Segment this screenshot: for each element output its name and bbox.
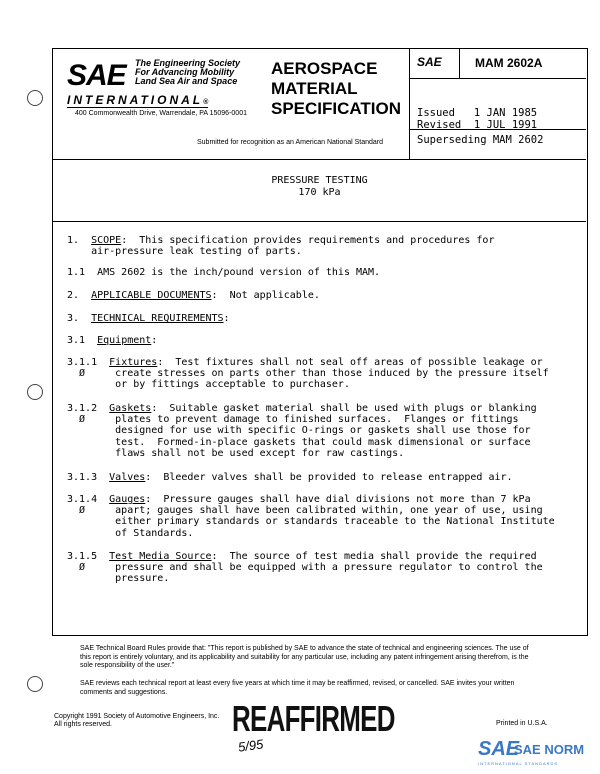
section-2: 2. APPLICABLE DOCUMENTS: Not applicable.: [67, 290, 320, 301]
spec-subtitle: 170 kPa: [298, 187, 341, 198]
punch-hole-middle: [27, 384, 43, 400]
issue-dates: Issued 1 JAN 1985 Revised 1 JUL 1991: [417, 107, 538, 131]
punch-hole-bottom: [27, 676, 43, 692]
sae-logo: [67, 57, 267, 117]
review-note: SAE reviews each technical report at least every five years at which time it may be reaffirmed, revised, or cancelled. SAE invites your written comments and suggestions.: [80, 680, 515, 696]
sae-address: 400 Commonwealth Drive, Warrendale, PA 15096-0001: [75, 110, 247, 117]
sae-tagline: The Engineering Society For Advancing Mobility Land Sea Air and Space: [135, 58, 241, 86]
printed-in: Printed in U.S.A.: [496, 720, 548, 727]
spec-title-box: [53, 159, 586, 222]
international-wordmark: INTERNATIONAL®: [67, 93, 209, 107]
section-1: 1. SCOPE: This specification provides requirements and procedures for air-pressure leak testing of parts.: [67, 235, 495, 258]
sae-small-mark: SAE: [417, 55, 442, 69]
doc-number-box: [409, 49, 586, 79]
doc-number: MAM 2602A: [475, 56, 543, 70]
section-3-1-3: 3.1.3 Valves: Bleeder valves shall be provided to release entrapped air.: [67, 472, 513, 483]
punch-hole-top: [27, 90, 43, 106]
reaffirmed-stamp: REAFFIRMED: [232, 698, 395, 739]
spec-title: PRESSURE TESTING: [271, 175, 368, 186]
section-3-1-5: 3.1.5 Test Media Source: The source of test media shall provide the required Ø pressure and shall be equipped with a pressure regulator to control the pressure.: [67, 551, 543, 585]
section-1-1: 1.1 AMS 2602 is the inch/pound version of this MAM.: [67, 267, 381, 278]
handwritten-date: 5/95: [237, 736, 265, 755]
board-rules-note: SAE Technical Board Rules provide that: "This report is published by SAE to advance the state of technical and engineering sciences. The use of this report is entirely voluntary, and its applicability and suitability for any particular use, including any patent infringement arising therefrom, is the sole responsibility of the user.": [80, 645, 529, 669]
document-type-title: AEROSPACE MATERIAL SPECIFICATION: [271, 59, 402, 118]
section-3-1: 3.1 Equipment:: [67, 335, 158, 346]
submitted-note: Submitted for recognition as an American National Standard: [197, 139, 383, 146]
section-3-1-1: 3.1.1 Fixtures: Test fixtures shall not seal off areas of possible leakage or Ø create stresses on parts other than those induced by the pressure itself or by fittings acceptable to purchaser.: [67, 357, 549, 391]
sae-norm-logo: SAE SAE NORM INTERNATIONAL STANDARDS: [478, 738, 585, 766]
document-frame: [52, 48, 588, 636]
document-header: [53, 49, 586, 160]
copyright: Copyright 1991 Society of Automotive Engineers, Inc. All rights reserved.: [54, 713, 220, 728]
section-3: 3. TECHNICAL REQUIREMENTS:: [67, 313, 230, 324]
section-3-1-2: 3.1.2 Gaskets: Suitable gasket material shall be used with plugs or blanking Ø plates to prevent damage to finished surfaces. Flanges or fittings designed for use with specific O-rings or gaskets shall use those for test. Formed-in-place gaskets that could mask dimensional or surface flaws shall not be used except for raw castings.: [67, 403, 537, 459]
supersedes-note: Superseding MAM 2602: [417, 134, 544, 146]
sae-logo-mark: SAE: [67, 59, 126, 92]
section-3-1-4: 3.1.4 Gauges: Pressure gauges shall have dial divisions not more than 7 kPa Ø apart; gauges shall have been calibrated within, one year of use, using either primary standards or standards traceable to the National Institute of Standards.: [67, 494, 555, 539]
